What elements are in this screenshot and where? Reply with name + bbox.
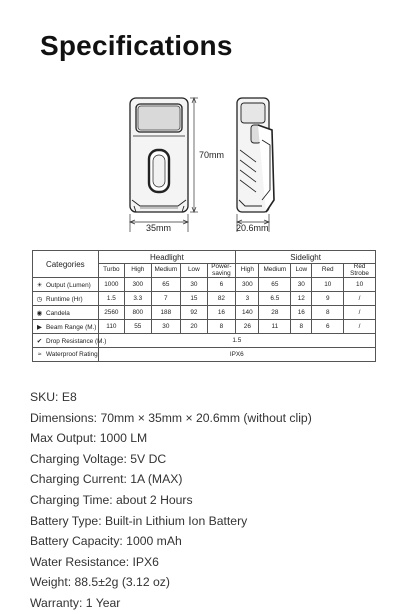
table-row bbox=[33, 306, 376, 320]
product-dimension-drawing bbox=[0, 0, 406, 240]
table-cell: 65 bbox=[151, 278, 181, 292]
row-label bbox=[33, 306, 99, 320]
table-cell: 8 bbox=[312, 306, 344, 320]
specs-list bbox=[30, 387, 312, 614]
table-cell: 11 bbox=[259, 320, 291, 334]
front-view-drawing bbox=[130, 98, 188, 212]
mode-header: Low bbox=[181, 264, 207, 278]
row-label-text: Candela bbox=[46, 309, 70, 317]
waterproof-value: IPX6 bbox=[98, 348, 375, 362]
spec-line: Charging Time: about 2 Hours bbox=[30, 492, 193, 507]
spec-line: Max Output: 1000 LM bbox=[30, 431, 148, 446]
drop-resistance-row bbox=[33, 334, 376, 348]
table-cell: 188 bbox=[151, 306, 181, 320]
table-cell: 8 bbox=[291, 320, 312, 334]
spec-line: Charging Voltage: 5V DC bbox=[30, 451, 167, 466]
output-icon: ☀ bbox=[36, 281, 43, 289]
mode-header: Power- saving bbox=[207, 264, 236, 278]
mode-header: Low bbox=[291, 264, 312, 278]
table-cell: 3.3 bbox=[125, 292, 151, 306]
height-dimension-line bbox=[190, 98, 198, 212]
table-cell: 30 bbox=[181, 278, 207, 292]
table-cell: 82 bbox=[207, 292, 236, 306]
row-label-text: Output (Lumen) bbox=[46, 281, 91, 289]
table-row bbox=[33, 292, 376, 306]
row-label bbox=[33, 292, 99, 306]
table-cell: 300 bbox=[125, 278, 151, 292]
spec-line: Weight: 88.5±2g (3.12 oz) bbox=[30, 575, 170, 590]
row-label bbox=[33, 320, 99, 334]
table-cell: 800 bbox=[125, 306, 151, 320]
mode-header: High bbox=[125, 264, 151, 278]
side-view-drawing bbox=[237, 98, 274, 212]
waterproof-icon: ≈ bbox=[37, 351, 42, 358]
table-cell: 8 bbox=[207, 320, 236, 334]
table-cell: 7 bbox=[151, 292, 181, 306]
row-label-text: Waterproof Rating bbox=[46, 351, 98, 358]
spec-line: Battery Type: Built-in Lithium Ion Battery bbox=[30, 513, 248, 528]
depth-dimension-label: 20.6mm bbox=[236, 223, 269, 233]
mode-header: High bbox=[236, 264, 259, 278]
mode-header: Turbo bbox=[98, 264, 124, 278]
table-cell: 55 bbox=[125, 320, 151, 334]
page-title: Specifications bbox=[40, 30, 233, 61]
headlight-header: Headlight bbox=[98, 251, 236, 264]
spec-line: Warranty: 1 Year bbox=[30, 595, 121, 610]
row-label-text: Beam Range (M.) bbox=[46, 323, 97, 331]
mode-header: Medium bbox=[259, 264, 291, 278]
table-cell: 30 bbox=[151, 320, 181, 334]
table-cell: 15 bbox=[181, 292, 207, 306]
table-cell: 20 bbox=[181, 320, 207, 334]
table-cell: 1000 bbox=[98, 278, 124, 292]
mode-header: Red Strobe bbox=[344, 264, 376, 278]
table-cell: 30 bbox=[291, 278, 312, 292]
spec-line: SKU: E8 bbox=[30, 390, 77, 404]
sidelight-header: Sidelight bbox=[236, 251, 376, 264]
table-cell: 6 bbox=[207, 278, 236, 292]
table-cell: 92 bbox=[181, 306, 207, 320]
spec-line: Water Resistance: IPX6 bbox=[30, 554, 159, 569]
row-label-text: Drop Resistance (M.) bbox=[46, 337, 107, 345]
table-cell: 10 bbox=[312, 278, 344, 292]
table-cell: / bbox=[344, 292, 376, 306]
table-cell: 110 bbox=[98, 320, 124, 334]
spec-line: Battery Capacity: 1000 mAh bbox=[30, 534, 182, 549]
table-cell: 6 bbox=[312, 320, 344, 334]
waterproof-row bbox=[33, 348, 376, 362]
categories-header: Categories bbox=[33, 251, 99, 278]
table-cell: 140 bbox=[236, 306, 259, 320]
table-cell: 3 bbox=[236, 292, 259, 306]
table-cell: 2560 bbox=[98, 306, 124, 320]
table-cell: 26 bbox=[236, 320, 259, 334]
table-cell: 6.5 bbox=[259, 292, 291, 306]
spec-line: Charging Current: 1A (MAX) bbox=[30, 472, 183, 487]
table-cell: 16 bbox=[207, 306, 236, 320]
height-dimension-label: 70mm bbox=[199, 150, 225, 160]
table-cell: 1.5 bbox=[98, 292, 124, 306]
drop-resistance-value: 1.5 bbox=[98, 334, 375, 348]
table-cell: 65 bbox=[259, 278, 291, 292]
table-cell: 10 bbox=[344, 278, 376, 292]
mode-header: Medium bbox=[151, 264, 181, 278]
beam-icon: ▶ bbox=[37, 323, 42, 331]
table-cell: 16 bbox=[291, 306, 312, 320]
clock-icon: ◷ bbox=[36, 295, 43, 303]
table-cell: 300 bbox=[236, 278, 259, 292]
specification-table bbox=[32, 250, 376, 362]
row-label bbox=[33, 348, 99, 362]
row-label bbox=[33, 334, 107, 348]
row-label-text: Runtime (Hr) bbox=[46, 295, 83, 303]
row-label bbox=[33, 278, 99, 292]
table-cell: 28 bbox=[259, 306, 291, 320]
spec-line: Dimensions: 70mm × 35mm × 20.6mm (without clip) bbox=[30, 410, 312, 425]
mode-header: Red bbox=[312, 264, 344, 278]
table-row bbox=[33, 320, 376, 334]
table-row bbox=[33, 278, 376, 292]
table-cell: / bbox=[344, 320, 376, 334]
width-dimension-label: 35mm bbox=[146, 223, 172, 233]
table-cell: 9 bbox=[312, 292, 344, 306]
table-body bbox=[33, 278, 376, 362]
check-icon: ✔ bbox=[36, 337, 43, 345]
table-cell: 12 bbox=[291, 292, 312, 306]
table-cell: / bbox=[344, 306, 376, 320]
candela-icon: ◉ bbox=[36, 309, 43, 317]
